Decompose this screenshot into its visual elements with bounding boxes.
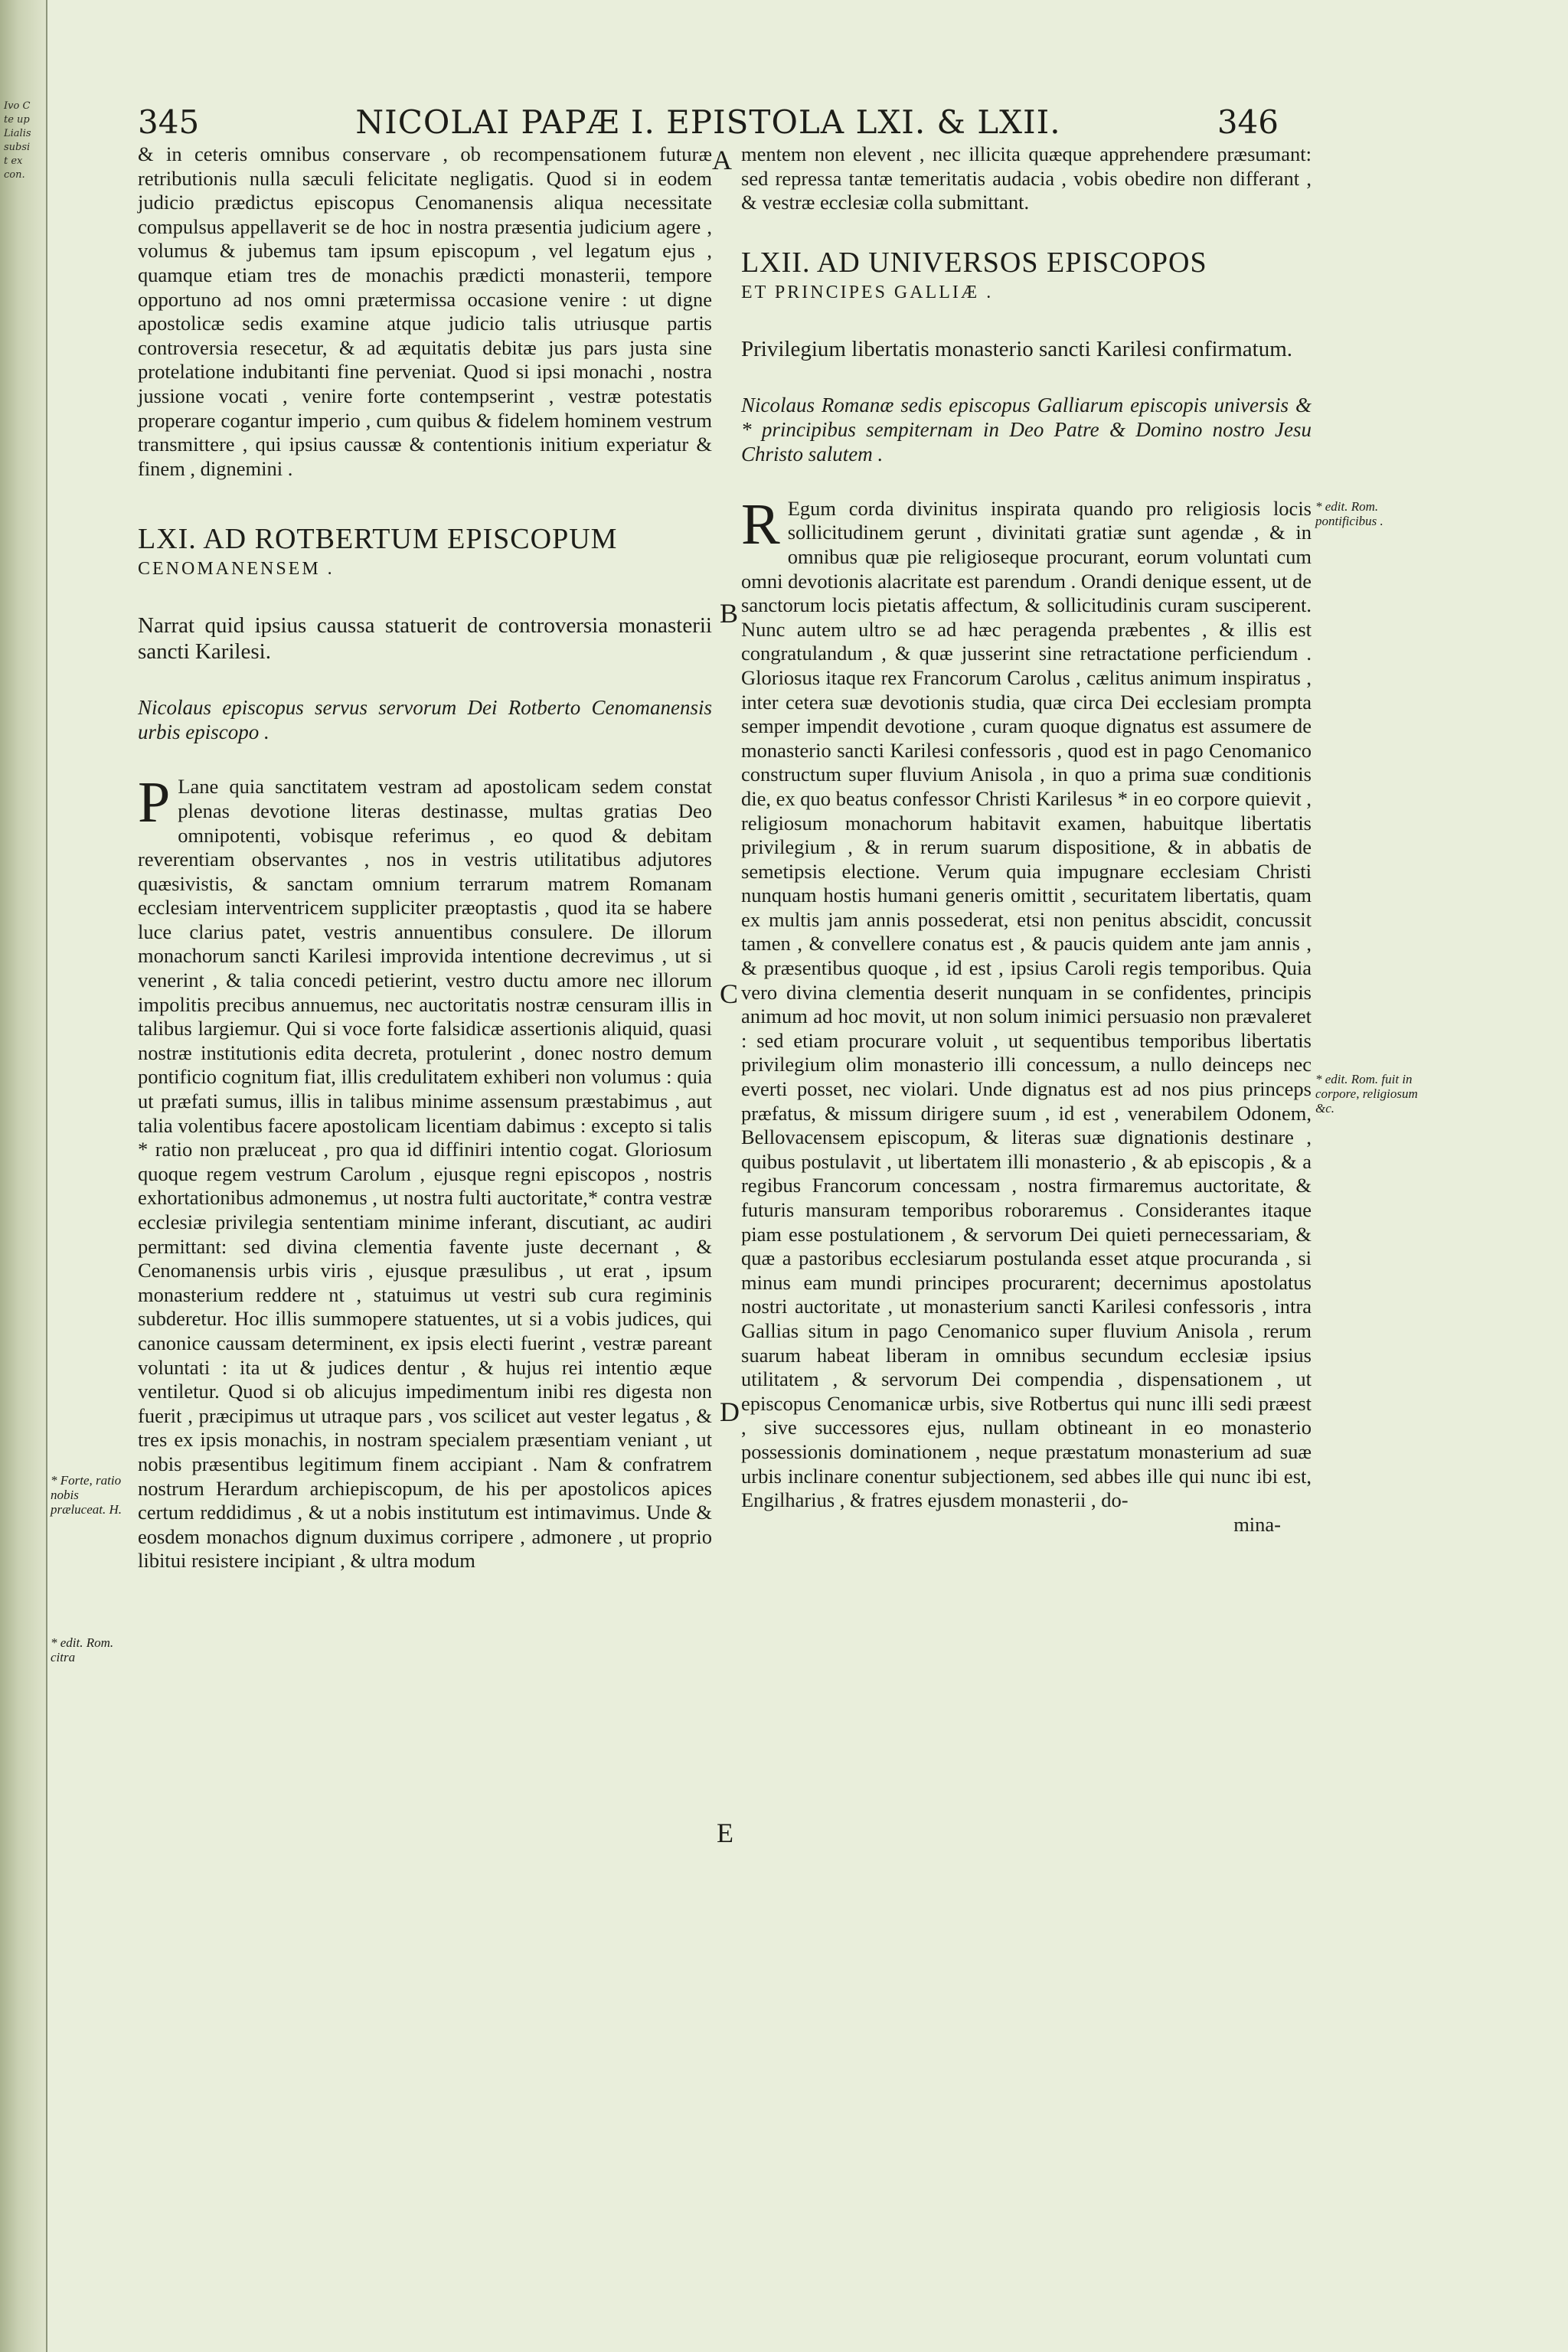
letter-61-subtitle: CENOMANENSEM .	[138, 559, 335, 580]
section-marker-a: A	[712, 145, 732, 175]
left-column	[138, 142, 712, 1573]
letter-61-body	[138, 770, 712, 1573]
left-intro-text: & in ceteris omnibus conservare , ob recompensationem futuræ retributionis nulla sæculi felicitate negligatis. Quod si in eodem judicio prædictus episcopus Cenomanensis aliqua necessitate compulsus appellaverit se de hoc in nostra præsentia judicium agere , volumus & jubemus tam ipsum episcopum , vel legatum ejus , quamque etiam tres de monachis prædicti monasterii, tempore opportuno ad nos omni prætermissa occasione venire : ut digne apostolicæ sedis examine atque judicio talis utriusque partis controversia resecetur, & ad æquitatis debitæ jus pars justa sine protelatione indubitanti fine perveniat. Quod si ipsi monachi , nostra jussione vocati , venire forte contempserint , vestræ potestatis properare cogantur imperio , cum quibus & fidelem hominem vestrum transmittere , qui ipsius caussæ & contentionis initium experiatur & finem , dignemini .	[138, 142, 712, 480]
margin-note-editio-romana-3: * edit. Rom. citra	[51, 1635, 114, 1664]
running-title: NICOLAI PAPÆ I. EPISTOLA LXI. & LXII.	[355, 103, 1061, 141]
letter-62-dropcap: R	[741, 492, 780, 557]
right-column	[741, 142, 1312, 1537]
margin-note-editio-romana-2: * edit. Rom. fuit in corpore, religiosum &c.	[1315, 1072, 1418, 1116]
letter-62-subtitle: ET PRINCIPES GALLIÆ .	[741, 282, 994, 302]
letter-62-address: Nicolaus Romanæ sedis episcopus Galliarum episcopis universis & * principibus sempiternam in Deo Patre & Domino nostro Jesu Christo salutem .	[741, 393, 1312, 466]
letter-62-title: LXII. AD UNIVERSOS EPISCOPOS	[741, 246, 1207, 279]
catchword: mina-	[1233, 1512, 1281, 1536]
section-marker-d: D	[720, 1396, 740, 1427]
section-marker-e: E	[717, 1818, 733, 1848]
previous-page-edge	[0, 0, 47, 2352]
letter-62-body	[741, 492, 1312, 1513]
letter-61-body-text: Lane quia sanctitatem vestram ad apostolicam sedem constat plenas devotione literas destinasse, multas gratias Deo omnipotenti, vobisque referimus , eo quod & debitam reverentiam observantes , nos in vestris utilitatibus adjutores quæsivistis, & sanctam omnium terrarum matrem Romanam ecclesiam interventricem suppliciter præoptastis , quod ita se habere luce clarius patet, vestris annuentibus consulere. De illorum monachorum sancti Karilesi improvida intentione decrevimus , ut si venerint , & talia concedi petierint, vestro ductu amore nec illorum impolitis precibus annuemus, nec auctoritatis nostræ censuram illis in talibus largiemur. Qui si voce forte falsidicæ assertionis aliquid, quasi nostræ institutionis edita decreta, protulerint , donec nostro demum pontificio cognitum fiat, illis credulitatem exhiberi non volumus : quia ut præfati sumus, illis in talibus minime assensum præstabimus , aut talia volentibus facere apostolicam licentiam dabimus : excepto si talis * ratio non præluceat , pro qua id diffiniri intentio cogat. Gloriosum quoque regem vestrum Carolum , ejusque regni episcopos , nostris exhortationibus admonemus , ut nostra fulti auctoritate,* contra vestræ ecclesiæ privilegia sententiam minime inferant, discutiant, ac audiri permittant: sed divina clementia favente juste decernant , & Cenomanensis urbis viris , ejusque præsulibus , ut erat , ipsum monasterium reddere nt , statuimus ut vestri sub cura regiminis subderetur. Hoc illis summopere statuentes, ut si a vobis judices, qui canonice caussam determinent, ex ipsis electi fuerint , vestræ pareant voluntati : ita ut & judices dentur , & hujus rei intentio æque ventiletur. Quod si ob alicujus impedimentum inibi res digesta non fuerit , præcipimus ut utraque pars , vos scilicet aut vester legatus , & tres ex ipsis monachis, in nostram specialem præsentiam veniant , ut nobis præsentibus legitimum finem accipiant . Nam & confratrem nostrum Herardum archiepiscopum, de his per apostolicos apices certum reddidimus , & ut a nobis institutum est intimavimus. Unde & eosdem monachos dignum duximus corripere , admonere , ut proprio libitui resistere incipiant , & ultra modum	[138, 775, 712, 1573]
page-number-right: 346	[1217, 103, 1279, 141]
section-marker-c: C	[720, 978, 739, 1009]
section-marker-b: B	[720, 598, 739, 629]
letter-61-title: LXI. AD ROTBERTUM EPISCOPUM	[138, 523, 618, 556]
letter-61-address: Nicolaus episcopus servus servorum Dei Rotberto Cenomanensis urbis episcopo .	[138, 696, 712, 744]
letter-61-dropcap: P	[138, 770, 171, 835]
margin-note-forte: * Forte, ratio nobis præluceat. H.	[51, 1473, 122, 1517]
page-number-left: 345	[138, 103, 200, 141]
margin-note-editio-romana-1: * edit. Rom. pontificibus .	[1315, 499, 1383, 528]
letter-62-summary: Privilegium libertatis monasterio sancti Karilesi confirmatum.	[741, 336, 1293, 361]
right-intro-text: mentem non elevent , nec illicita quæque apprehendere præsumant: sed repressa tantæ temeritatis audacia , vobis obedire non differant , & vestræ ecclesiæ colla submittant.	[741, 142, 1312, 214]
previous-page-fragment: Ivo C te up Lialis subsi t ex con.	[4, 100, 31, 181]
letter-62-body-text: Egum corda divinitus inspirata quando pro religiosis locis sollicitudinem gerunt , divinitati gratiæ sunt agendæ , & in omnibus quæ pie religioseque procurant, eorum voluntati cum omni devotionis alacritate est parendum . Orandi denique essent, ut de sanctorum locis pietatis affectum, & sollicitudinis curam susciperent. Nunc autem ultro se ad hæc peragenda præbentes , & illis est congratulandum , & quæ jusserint sine retractatione perficiendum . Gloriosus itaque rex Francorum Carolus , cælitus animum inspiratus , inter cetera suæ devotionis studia, quæ circa Dei ecclesiam prompta semper impendit devotione , curam quoque dignatus est assumere de monasterio sancti Karilesi confessoris , quod est in pago Cenomanico constructum super fluvium Anisola , in quo a prima suæ conditionis die, ex quo beatus confessor Christi Karilesus * in eo corpore quievit , religiosum monachorum habitavit examen, habuitque libertatis privilegium , & in rerum suarum dispositione, & in abbatis de semetipsis electione. Verum quia impugnare ecclesiam Christi nunquam hostis humani generis omittit , securitatem libertatis, quam ex multis jam annis possederat, etsi non penitus abscidit, concussit tamen , & convellere conatus est , & paucis quidem ante jam annis , & præsentibus quoque , id est , ipsius Caroli regis temporibus. Quia vero divina clementia deserit nunquam in se confidentes, principis animum ad hoc movit, ut non solum inimici persuasio non prævaleret : sed etiam procurare voluit , ut sequentibus temporibus libertatis privilegium olim monasterio illi concessum, a nullo deinceps nec everti posset, nec violari. Unde dignatus est ad nos pius princeps præfatus, & missum dirigere suum , id est , venerabilem Odonem, Bellovacensem episcopum, & literas suæ dignationis destinare , quibus postulavit , ut libertatem illi monasterio , & ab episcopis , & a regibus Francorum concessam , nostra firmaremus auctoritate, & futuris mansuram temporibus roboraremus . Considerantes itaque piam esse postulationem , & servorum Dei quieti pernecessariam, & quæ a pastoribus ecclesiarum postulanda esset atque procuranda , si minus eam mundi principes procurarent; decernimus apostolatus nostri auctoritate , ut monasterium sancti Karilesi confessoris , intra Gallias situm in pago Cenomanico super fluvium Anisola , rerum suarum habeat liberam in omnibus secundum ecclesiæ ipsius utilitatem , & servorum Dei compendia , dispensationem , ut episcopus Cenomanicæ urbis, sive Rotbertus qui nunc illi sedi præest , sive successores ejus, nullam obtineant in eo monasterio possessionis dominationem , neque præstatum monasterium ad suæ urbis inclinare conentur subjectionem, sed abbes ille qui nunc ibi est, Engilharius , & fratres ejusdem monasterii , do-	[741, 496, 1312, 1512]
letter-61-summary: Narrat quid ipsius caussa statuerit de controversia monasterii sancti Karilesi.	[138, 613, 712, 665]
